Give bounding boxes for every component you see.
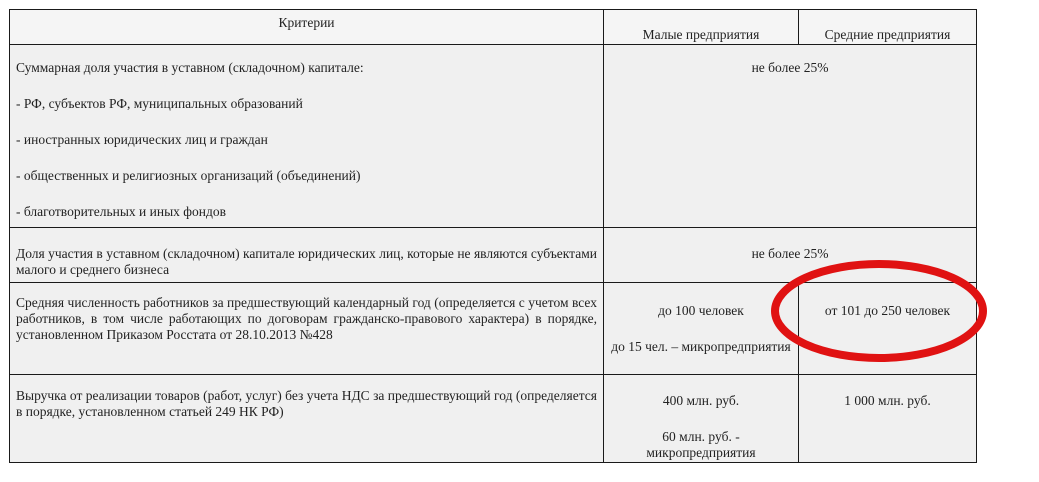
small-value: 400 млн. руб. [662, 393, 740, 408]
small-micro-value: 60 млн. руб. - микропредприятия [646, 429, 756, 460]
criteria-line: Суммарная доля участия в уставном (складочном) капитале: [16, 60, 364, 75]
criteria-cell: Выручка от реализации товаров (работ, услуг) без учета НДС за предшествующий год (определяется в порядке, установленном статьей 249 НК РФ) [10, 375, 604, 463]
criteria-cell [10, 45, 604, 228]
table-row [10, 375, 977, 463]
criteria-line: - благотворительных и иных фондов [16, 204, 226, 219]
criteria-cell: Доля участия в уставном (складочном) капитале юридических лиц, которые не являются субъектами малого и среднего бизнеса [10, 228, 604, 283]
sme-criteria-table [9, 9, 977, 463]
criteria-line: - иностранных юридических лиц и граждан [16, 132, 268, 147]
criteria-line: - РФ, субъектов РФ, муниципальных образований [16, 96, 303, 111]
small-value-cell [604, 283, 799, 375]
value-cell: не более 25% [604, 45, 977, 228]
criteria-line: - общественных и религиозных организаций (объединений) [16, 168, 361, 183]
medium-value-cell: 1 000 млн. руб. [799, 375, 977, 463]
small-value-cell [604, 375, 799, 463]
header-row [10, 10, 977, 45]
table-row [10, 228, 977, 283]
table-row [10, 283, 977, 375]
header-criteria: Критерии [10, 10, 604, 45]
criteria-cell: Средняя численность работников за предшествующий календарный год (определяется с учетом всех работников, в том числе работающих по договорам гражданско-правового характера) в порядке, установленном Приказом Росстата от 28.10.2013 №428 [10, 283, 604, 375]
header-small: Малые предприятия [604, 10, 799, 45]
medium-value-cell: от 101 до 250 человек [799, 283, 977, 375]
header-medium: Средние предприятия [799, 10, 977, 45]
small-value: до 100 человек [658, 303, 744, 318]
small-micro-value: до 15 чел. – микропредприятия [611, 339, 791, 354]
value-cell: не более 25% [604, 228, 977, 283]
table-row [10, 45, 977, 228]
